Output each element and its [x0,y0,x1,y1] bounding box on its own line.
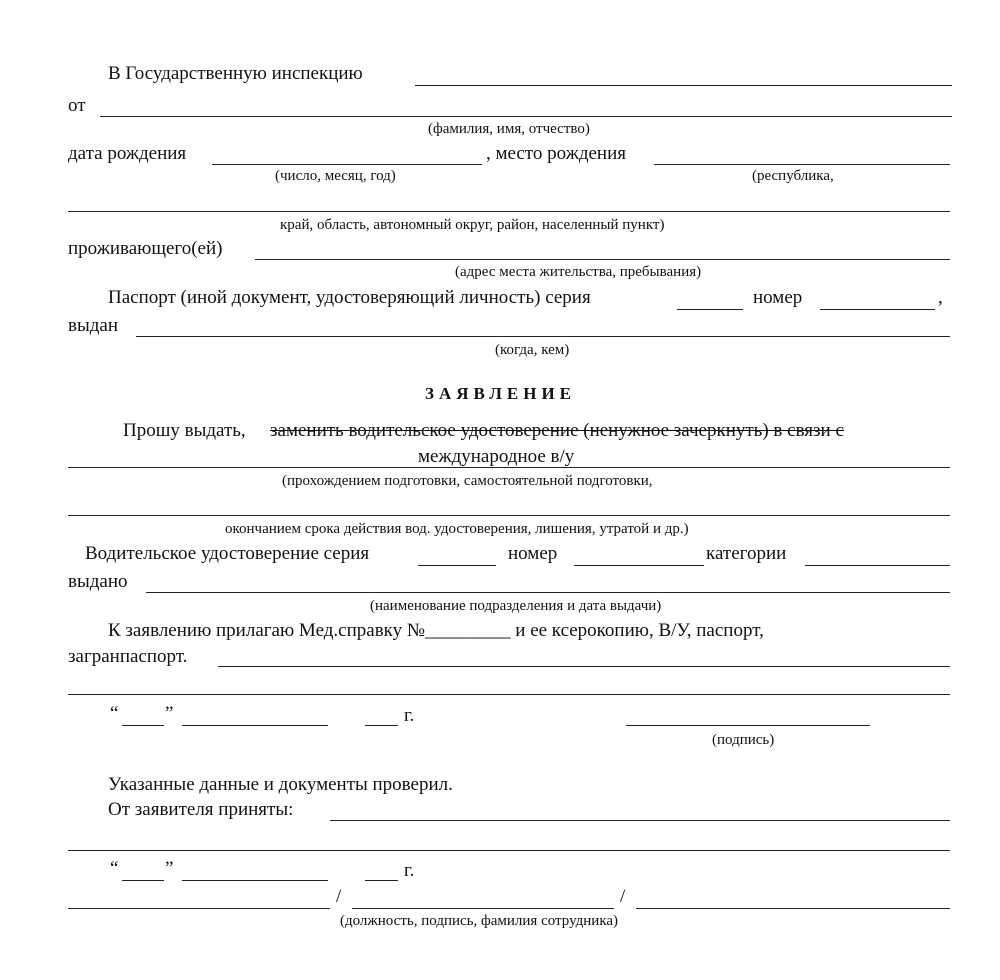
birth-place-field[interactable] [654,164,950,165]
fio-hint: (фамилия, имя, отчество) [428,121,590,137]
document-title: ЗАЯВЛЕНИЕ [425,384,577,403]
license-category-field[interactable] [805,565,950,566]
license-issued-field[interactable] [146,592,950,593]
slash-2: / [620,886,626,907]
passport-issued-hint: (когда, кем) [495,342,570,358]
date1-quote-open: “ [110,703,119,724]
date2-year-field[interactable] [365,880,398,881]
passport-series-field[interactable] [677,309,743,310]
accepted-field-2[interactable] [68,850,950,851]
date1-month-field[interactable] [182,725,328,726]
date2-quote-close: ” [165,858,174,879]
residing-label: проживающего(ей) [68,238,223,259]
from-label: от [68,95,86,116]
reason-field[interactable] [68,515,950,516]
date2-quote-open: “ [110,858,119,879]
request-value: международное в/у [418,446,575,467]
license-series-label: Водительское удостоверение серия [85,543,370,564]
birth-place-label: , место рождения [486,143,626,164]
reason-hint-2: окончанием срока действия вод. удостоверения, лишения, утратой и др.) [225,521,689,537]
license-issued-hint: (наименование подразделения и дата выдачи) [370,598,662,614]
fio-field[interactable] [100,116,952,117]
request-prefix: Прошу выдать, [123,420,246,441]
slash-1: / [336,886,342,907]
inspection-label: В Государственную инспекцию [108,63,363,84]
accepted-field-1[interactable] [330,820,950,821]
attachments-field-2[interactable] [68,694,950,695]
license-issued-label: выдано [68,571,128,592]
passport-label: Паспорт (иной документ, удостоверяющий личность) серия [108,287,591,308]
attachments-line-2: загранпаспорт. [68,646,188,667]
employee-surname-field[interactable] [636,908,950,909]
attachments-line-1: К заявлению прилагаю Мед.справку №_________ и ее ксерокопию, В/У, паспорт, [108,620,764,641]
date2-year-suffix: г. [404,860,415,881]
license-category-label: категории [706,543,787,564]
passport-issued-field[interactable] [136,336,950,337]
birth-date-label: дата рождения [68,143,187,164]
address-field[interactable] [255,259,950,260]
request-struck-text: заменить водительское удостоверение (ненужное зачеркнуть) в связи с [270,420,844,441]
date1-quote-close: ” [165,703,174,724]
passport-issued-label: выдан [68,315,119,336]
signature-hint: (подпись) [712,732,775,748]
date1-year-suffix: г. [404,705,415,726]
passport-comma: , [938,287,943,308]
attachments-field-1[interactable] [218,666,950,667]
license-number-field[interactable] [574,565,704,566]
license-number-label: номер [508,543,558,564]
date2-day-field[interactable] [122,880,164,881]
reason-hint-1: (прохождением подготовки, самостоятельной подготовки, [282,473,653,489]
birth-date-field[interactable] [212,164,482,165]
employee-position-field[interactable] [68,908,330,909]
date1-year-field[interactable] [365,725,398,726]
inspection-field[interactable] [415,85,952,86]
verification-checked: Указанные данные и документы проверил. [108,774,453,795]
employee-hint: (должность, подпись, фамилия сотрудника) [340,913,619,929]
accepted-label: От заявителя приняты: [108,799,294,820]
request-field[interactable] [68,467,950,468]
region-field[interactable] [68,211,950,212]
signature-field[interactable] [626,725,870,726]
passport-number-label: номер [753,287,803,308]
date-hint: (число, месяц, год) [275,168,396,184]
date2-month-field[interactable] [182,880,328,881]
republic-hint: (республика, [752,168,834,184]
employee-signature-field[interactable] [352,908,614,909]
date1-day-field[interactable] [122,725,164,726]
license-series-field[interactable] [418,565,496,566]
region-hint: край, область, автономный округ, район, населенный пункт) [280,217,665,233]
passport-number-field[interactable] [820,309,935,310]
address-hint: (адрес места жительства, пребывания) [455,264,702,280]
